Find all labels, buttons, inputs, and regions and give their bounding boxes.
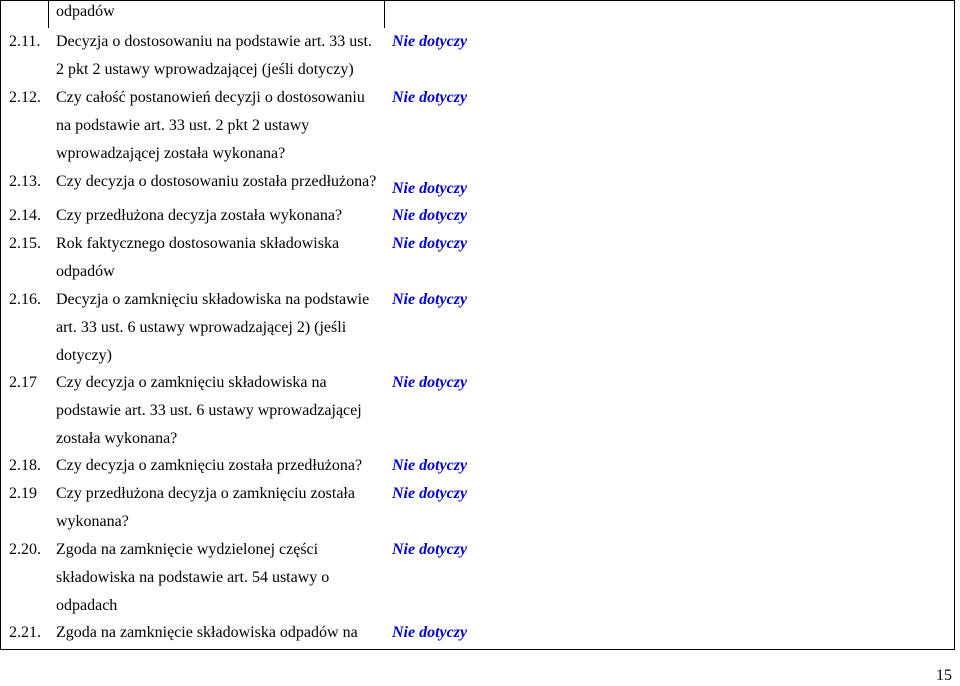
- question-line: Rok faktycznego dostosowania składowiska: [56, 235, 340, 252]
- question-line: odpadach: [56, 597, 118, 614]
- answer-value: Nie dotyczy: [392, 457, 468, 474]
- row-number: 2.11.: [9, 33, 41, 50]
- answer-value: Nie dotyczy: [392, 235, 468, 252]
- question-line: została wykonana?: [56, 430, 178, 447]
- answer-value: Nie dotyczy: [392, 89, 468, 106]
- page-number: 15: [936, 667, 952, 684]
- answer-value: Nie dotyczy: [392, 207, 468, 224]
- question-line: na podstawie art. 33 ust. 2 pkt 2 ustawy: [56, 117, 310, 134]
- row-number: 2.18.: [9, 457, 41, 474]
- row-number: 2.13.: [9, 173, 41, 190]
- question-line: odpadów: [56, 263, 115, 280]
- row-number: 2.21.: [9, 624, 41, 641]
- question-line: Czy przedłużona decyzja o zamknięciu została: [56, 485, 355, 502]
- column-divider-left: [48, 1, 49, 28]
- question-line: wykonana?: [56, 513, 129, 530]
- row-number: 2.12.: [9, 89, 41, 106]
- question-text: [56, 168, 376, 196]
- question-line: dotyczy): [56, 347, 112, 364]
- row-number: 2.19: [9, 485, 37, 502]
- question-line: Zgoda na zamknięcie wydzielonej części: [56, 541, 319, 558]
- question-text: [56, 0, 115, 26]
- question-line: Czy decyzja o zamknięciu składowiska na: [56, 374, 327, 391]
- question-line: Czy całość postanowień decyzji o dostosowaniu: [56, 89, 365, 106]
- answer-value: Nie dotyczy: [392, 374, 468, 391]
- answer-value: Nie dotyczy: [392, 180, 468, 197]
- question-line: składowiska na podstawie art. 54 ustawy o: [56, 569, 330, 586]
- question-line: Czy przedłużona decyzja została wykonana?: [56, 207, 343, 224]
- answer-value: Nie dotyczy: [392, 33, 468, 50]
- column-divider-right: [384, 1, 385, 28]
- question-line: wprowadzającej została wykonana?: [56, 145, 286, 162]
- question-text: [56, 84, 365, 168]
- question-line: odpadów: [56, 3, 115, 20]
- row-number: 2.14.: [9, 207, 41, 224]
- question-line: Czy decyzja o zamknięciu została przedłużona?: [56, 457, 363, 474]
- answer-value: Nie dotyczy: [392, 485, 468, 502]
- question-text: [56, 230, 339, 286]
- answer-value: Nie dotyczy: [392, 291, 468, 308]
- question-text: [56, 369, 362, 453]
- question-line: Decyzja o dostosowaniu na podstawie art. 33 ust.: [56, 33, 372, 50]
- row-number: 2.17: [9, 374, 37, 391]
- question-line: Czy decyzja o dostosowaniu została przedłużona?: [56, 173, 377, 190]
- question-text: [56, 286, 369, 370]
- question-text: [56, 619, 358, 647]
- question-line: podstawie art. 33 ust. 6 ustawy wprowadzającej: [56, 402, 362, 419]
- question-text: [56, 202, 342, 230]
- question-text: [56, 480, 355, 536]
- question-text: [56, 452, 362, 480]
- answer-value: Nie dotyczy: [392, 541, 468, 558]
- row-number: 2.16.: [9, 291, 41, 308]
- row-number: 2.20.: [9, 541, 41, 558]
- question-text: [56, 28, 372, 84]
- question-line: Zgoda na zamknięcie składowiska odpadów na: [56, 624, 358, 641]
- answer-value: Nie dotyczy: [392, 624, 468, 641]
- question-line: art. 33 ust. 6 ustawy wprowadzającej 2) (jeśli: [56, 319, 347, 336]
- row-number: 2.15.: [9, 235, 41, 252]
- question-line: 2 pkt 2 ustawy wprowadzającej (jeśli dotyczy): [56, 61, 354, 78]
- question-text: [56, 536, 329, 620]
- question-line: Decyzja o zamknięciu składowiska na podstawie: [56, 291, 370, 308]
